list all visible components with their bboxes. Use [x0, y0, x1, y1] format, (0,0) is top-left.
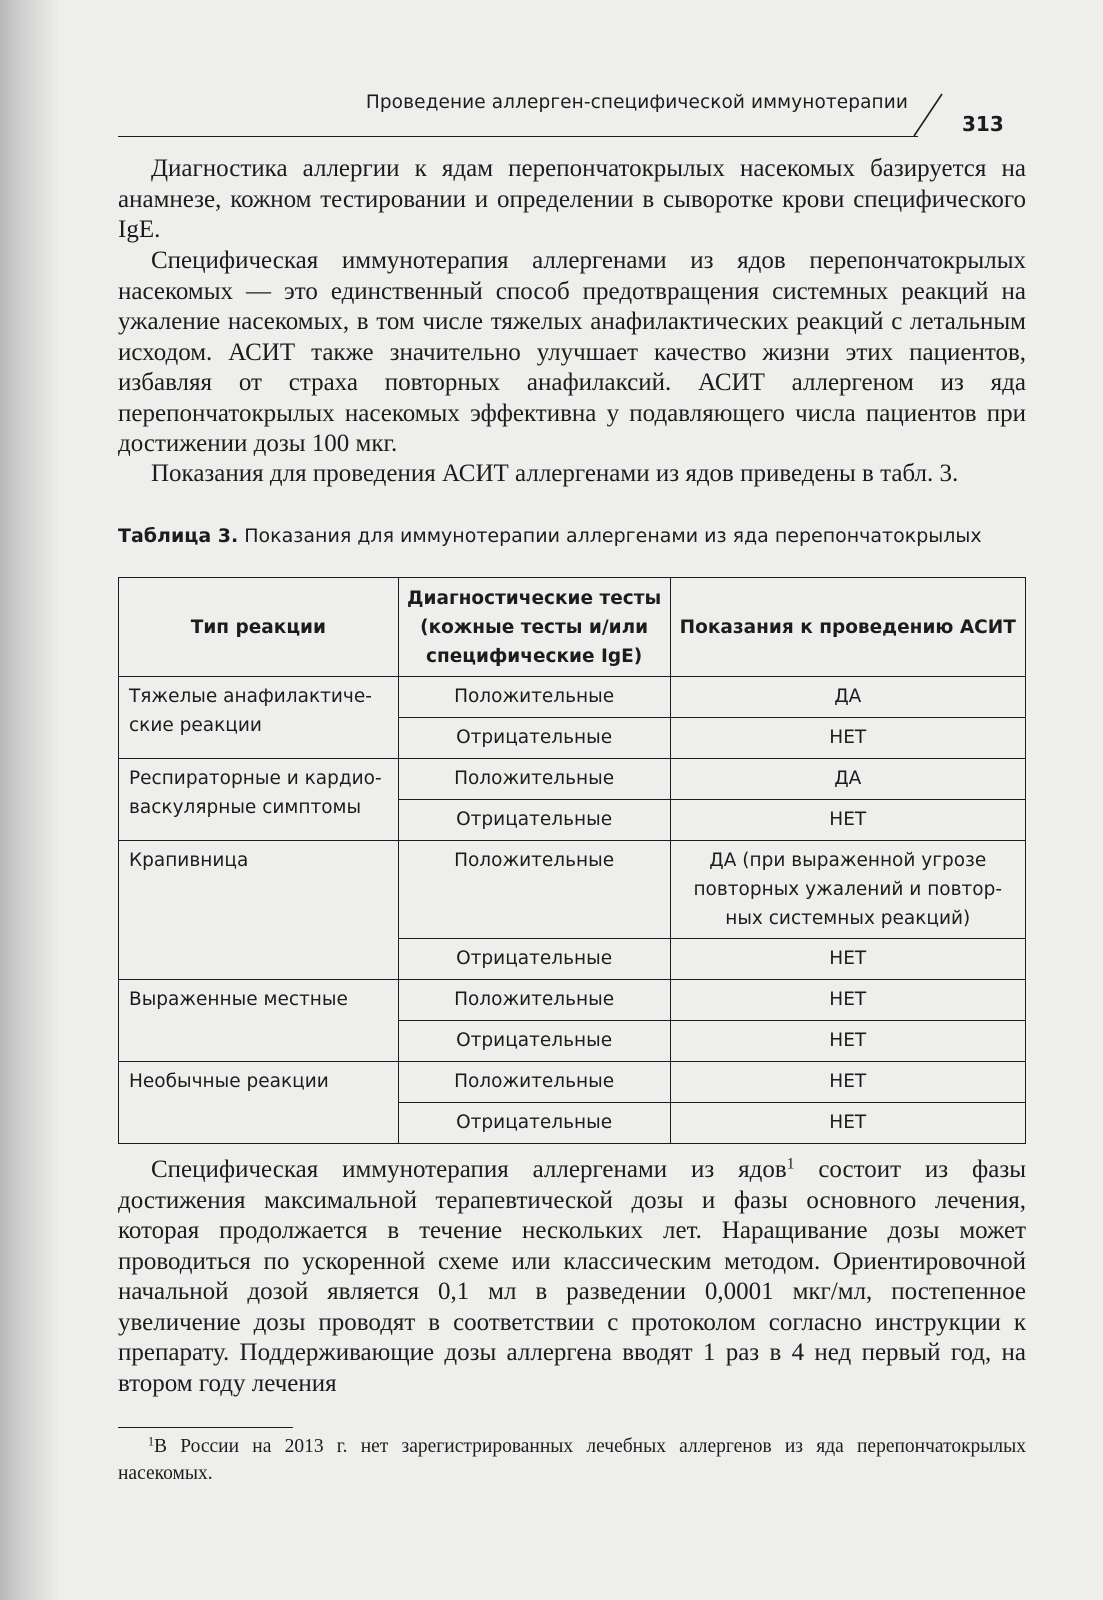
test-result-cell: Отрицательные [398, 718, 670, 759]
table-row [119, 677, 1026, 718]
table-caption [118, 525, 1038, 547]
paragraph-immunotherapy: Специфическая иммунотерапия аллергенами из ядов перепончатокрылых насекомых — это единственный способ предотвращения системных реакций на ужаление насекомых, в том числе тяжелых анафилактических реакций с летальным исходом. АСИТ также значительно улучшает качество жизни этих пациентов, избавляя от страха повторных анафилаксий. АСИТ аллергеном из яда перепончатокрылых насекомых эффективна у подавляющего числа пациентов при достижении дозы 100 мкг. [118, 247, 1026, 457]
running-title: Проведение аллерген-специфической иммунотерапии [365, 92, 908, 113]
reaction-type-cell: Крапивница [119, 841, 399, 980]
indication-cell: НЕТ [670, 980, 1025, 1021]
reaction-type-cell: Респираторные и кардиоваскулярные симптомы [119, 759, 399, 841]
table-row [119, 980, 1026, 1021]
indication-cell: ДА (при выраженной угрозе повторных ужалений и повторных системных реакций) [670, 841, 1025, 939]
paragraph-treatment-text-start: Специфическая иммунотерапия аллергенами из ядов [151, 1156, 787, 1183]
test-result-cell: Положительные [398, 1062, 670, 1103]
test-result-cell: Отрицательные [398, 1103, 670, 1144]
table-header-row [119, 578, 1026, 677]
reaction-type-cell: Выраженные местные [119, 980, 399, 1062]
paragraph-treatment-phases [118, 1155, 1026, 1399]
header-reaction-type: Тип реакции [119, 578, 399, 677]
paragraph-indications-ref: Показания для проведения АСИТ аллергенами из ядов приведены в табл. 3. [151, 460, 959, 487]
indication-cell: НЕТ [670, 1103, 1025, 1144]
header-rule [118, 136, 918, 137]
table-caption-text: Показания для иммунотерапии аллергенами из яда перепончатокрылых [238, 525, 982, 547]
paragraph-diagnosis: Диагностика аллергии к ядам перепончатокрылых насекомых базируется на анамнезе, кожном тестировании и определении в сыворотке крови специфического IgE. [118, 155, 1026, 243]
test-result-cell: Отрицательные [398, 939, 670, 980]
header-diagnostic-tests: Диагностические тесты (кожные тесты и/или специфические IgE) [398, 578, 670, 677]
test-result-cell: Отрицательные [398, 800, 670, 841]
table-row [119, 1062, 1026, 1103]
footnote-text: В России на 2013 г. нет зарегистрированных лечебных аллергенов из яда перепончатокрылых насекомых. [118, 1436, 1026, 1484]
test-result-cell: Положительные [398, 841, 670, 939]
indication-cell: НЕТ [670, 939, 1025, 980]
test-result-cell: Положительные [398, 980, 670, 1021]
test-result-cell: Положительные [398, 677, 670, 718]
footnote [118, 1433, 1026, 1487]
indication-cell: ДА [670, 677, 1025, 718]
indication-cell: НЕТ [670, 1021, 1025, 1062]
indication-cell: НЕТ [670, 800, 1025, 841]
footnote-rule [118, 1427, 293, 1428]
indication-cell: ДА [670, 759, 1025, 800]
paragraph-treatment-text-end: состоит из фазы достижения максимальной терапевтической дозы и фазы основного лечения, которая продолжается в течение нескольких лет. Наращивание дозы может проводиться по ускоренной схеме или классическим методом. Ориентировочной начальной дозой является 0,1 мл в разведении 0,0001 мкг/мл, постепенное увеличение дозы проводят в соответствии с протоколом согласно инструкции к препарату. Поддерживающие дозы аллергена вводят 1 раз в 4 нед первый год, на втором году лечения [118, 1156, 1026, 1397]
reaction-type-cell: Тяжелые анафилактические реакции [119, 677, 399, 759]
indication-cell: НЕТ [670, 718, 1025, 759]
indications-table [118, 577, 1026, 1144]
page-number: 313 [962, 112, 1004, 136]
footnote-marker: 1 [148, 1434, 155, 1449]
test-result-cell: Отрицательные [398, 1021, 670, 1062]
footnote-reference[interactable]: 1 [786, 1155, 795, 1173]
table-caption-label: Таблица 3. [118, 525, 239, 547]
reaction-type-cell: Необычные реакции [119, 1062, 399, 1144]
test-result-cell: Положительные [398, 759, 670, 800]
indication-cell: НЕТ [670, 1062, 1025, 1103]
header-slash-ornament [913, 93, 943, 137]
header-indications: Показания к проведению АСИТ [670, 578, 1025, 677]
table-row [119, 841, 1026, 939]
table-row [119, 759, 1026, 800]
